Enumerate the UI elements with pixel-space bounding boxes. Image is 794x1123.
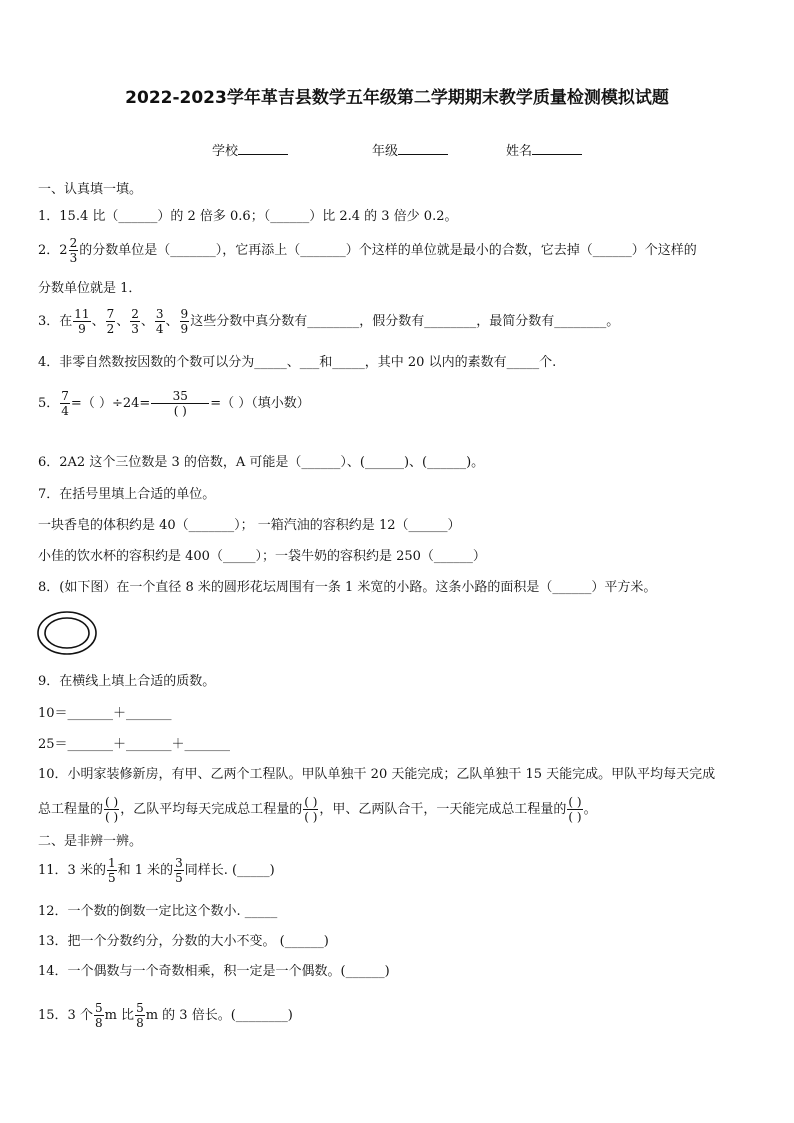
q3-sep: 、 (140, 314, 154, 329)
q3-f4-num: 3 (155, 307, 164, 321)
question-2 (38, 236, 697, 265)
q15-text-b: m 比 (104, 1008, 135, 1023)
q2-label: 2． (38, 243, 60, 258)
question-9-line2: 25＝_______＋_______＋_______ (38, 737, 231, 752)
q3-fraction-1 (73, 307, 90, 336)
question-9-line1: 10＝_______＋_______ (38, 706, 172, 721)
q11-f1-den: 5 (107, 871, 116, 885)
q5-fraction-2 (151, 389, 209, 418)
q10-f1-den: ( ) (105, 810, 119, 824)
q3-f4-den: 4 (155, 322, 164, 336)
q15-f1-den: 8 (94, 1016, 103, 1030)
q3-f2-num: 7 (106, 307, 115, 321)
section-1-heading: 一、认真填一填。 (38, 182, 143, 197)
ring-path-figure (36, 610, 98, 656)
question-11 (38, 856, 275, 885)
q5-denominator: 4 (61, 404, 69, 418)
q15-fraction-2 (135, 1001, 145, 1030)
question-2-line2: 分数单位就是 1． (38, 281, 142, 296)
question-15 (38, 1001, 293, 1030)
question-6: 6．2A2 这个三位数是 3 的倍数，A 可能是（______）、(______)、(______)。 (38, 455, 485, 470)
q3-f5-den: 9 (180, 322, 189, 336)
question-12: 12．一个数的倒数一定比这个数小. _____ (38, 904, 278, 919)
q2-fraction (69, 236, 79, 265)
q3-f5-num: 9 (180, 307, 189, 321)
q10-f2-den: ( ) (304, 810, 318, 824)
q5-eq2: =（ ）（填小数） (210, 396, 310, 411)
q2-denominator: 3 (69, 251, 78, 265)
q3-sep: 、 (116, 314, 130, 329)
question-7-line2: 小佳的饮水杯的容积约是 400（_____）；一袋牛奶的容积约是 250（______） (38, 549, 486, 564)
q3-f3-num: 2 (131, 307, 139, 321)
question-1: 1．15.4 比（______）的 2 倍多 0.6；（______）比 2.4 的 3 倍少 0.2。 (38, 209, 458, 224)
q11-f2-num: 3 (175, 856, 183, 870)
q10-f1-num: ( ) (105, 795, 119, 809)
name-field (506, 142, 582, 160)
q2-numerator: 2 (69, 236, 78, 250)
q15-f2-den: 8 (136, 1016, 144, 1030)
q3-f2-den: 2 (106, 322, 115, 336)
q3-sep: 、 (91, 314, 105, 329)
question-9-heading: 9．在横线上填上合适的质数。 (38, 674, 216, 689)
question-10-line2 (38, 795, 597, 824)
q5-numerator: 7 (61, 389, 69, 403)
q5-fraction (60, 389, 70, 418)
q10-fraction-2 (303, 795, 318, 824)
q11-text-a: 11．3 米的 (38, 863, 106, 878)
q10-text-2: ，乙队平均每天完成总工程量的 (120, 802, 303, 817)
q3-fraction-4 (155, 307, 165, 336)
q2-whole: 2 (59, 243, 68, 258)
q11-f1-num: 1 (107, 856, 116, 870)
q5-denominator-2: ( ) (173, 404, 187, 418)
page-title: 2022-2023学年革吉县数学五年级第二学期期末教学质量检测模拟试题 (125, 88, 669, 108)
q10-f3-den: ( ) (568, 810, 582, 824)
name-label: 姓名 (506, 144, 533, 159)
question-13: 13．把一个分数约分，分数的大小不变。 (______) (38, 934, 329, 949)
q3-f3-den: 3 (131, 322, 139, 336)
q11-text-c: 同样长. (_____) (184, 863, 275, 878)
q3-label: 3．在 (38, 314, 73, 329)
q2-text: 的分数单位是（_______），它再添上（_______）个这样的单位就是最小的合数，它去掉（______）个这样的 (79, 243, 697, 258)
q5-eq1: =（ ）÷24= (70, 396, 151, 411)
grade-label: 年级 (372, 144, 399, 159)
q3-fraction-5 (180, 307, 190, 336)
q3-fraction-2 (106, 307, 116, 336)
question-7-line1: 一块香皂的体积约是 40（_______）； 一箱汽油的容积约是 12（______） (38, 518, 461, 533)
q11-fraction-1 (107, 856, 117, 885)
q3-fraction-3 (130, 307, 140, 336)
question-5 (38, 389, 310, 418)
q15-text-c: m 的 3 倍长。(________) (145, 1008, 293, 1023)
q11-fraction-2 (174, 856, 184, 885)
question-10-line1: 10．小明家装修新房，有甲、乙两个工程队。甲队单独干 20 天能完成；乙队单独干 15 天能完成。甲队平均每天完成 (38, 767, 716, 782)
grade-field (372, 142, 448, 160)
q10-fraction-1 (104, 795, 119, 824)
grade-blank[interactable] (398, 142, 448, 155)
q15-fraction-1 (94, 1001, 104, 1030)
q5-numerator-2: 35 (151, 389, 209, 404)
school-field (212, 142, 288, 160)
q10-text-3: ，甲、乙两队合干，一天能完成总工程量的 (319, 802, 567, 817)
q3-sep: 、 (165, 314, 179, 329)
question-4: 4．非零自然数按因数的个数可以分为_____、___和_____，其中 20 以内的素数有_____个. (38, 355, 557, 370)
q11-text-b: 和 1 米的 (117, 863, 174, 878)
name-blank[interactable] (532, 142, 582, 155)
question-8: 8．(如下图）在一个直径 8 米的圆形花坛周围有一条 1 米宽的小路。这条小路的面积是（______）平方米。 (38, 580, 657, 595)
school-label: 学校 (212, 144, 239, 159)
q15-f2-num: 5 (136, 1001, 144, 1015)
question-7-heading: 7．在括号里填上合适的单位。 (38, 487, 216, 502)
question-3 (38, 307, 619, 336)
q10-fraction-3 (567, 795, 582, 824)
school-blank[interactable] (238, 142, 288, 155)
q5-label: 5． (38, 396, 60, 411)
q10-text-4: 。 (583, 802, 597, 817)
q10-f2-num: ( ) (304, 795, 318, 809)
section-2-heading: 二、是非辨一辨。 (38, 834, 143, 849)
q15-text-a: 15．3 个 (38, 1008, 93, 1023)
q10-f3-num: ( ) (568, 795, 582, 809)
question-14: 14．一个偶数与一个奇数相乘，积一定是一个偶数。(______) (38, 964, 390, 979)
q15-f1-num: 5 (94, 1001, 103, 1015)
inner-circle (45, 618, 89, 648)
q11-f2-den: 5 (175, 871, 183, 885)
q3-f1-den: 9 (78, 322, 86, 336)
q10-text-1: 总工程量的 (38, 802, 104, 817)
q3-text: 这些分数中真分数有________，假分数有________，最简分数有________。 (190, 314, 620, 329)
q3-f1-num: 11 (74, 307, 90, 321)
